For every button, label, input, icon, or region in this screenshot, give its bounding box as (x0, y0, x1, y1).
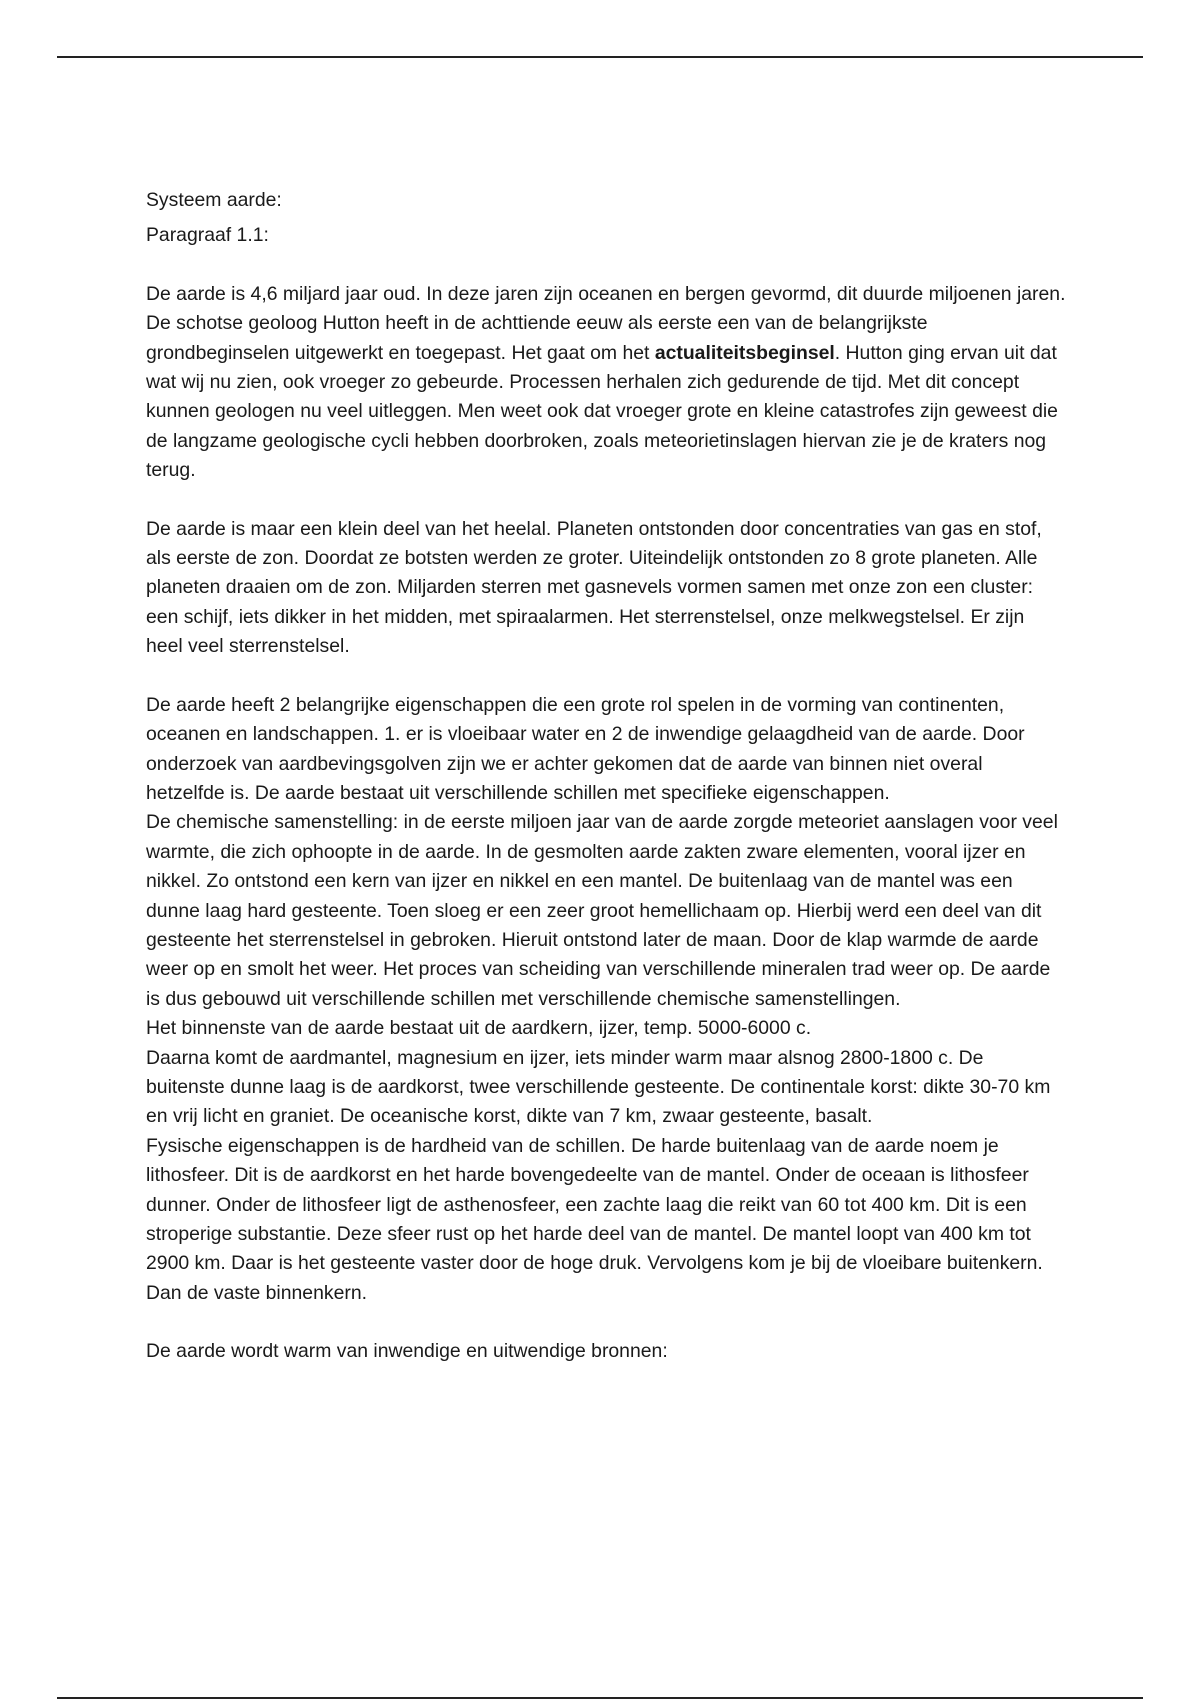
paragraph-6: Daarna komt de aardmantel, magnesium en ijzer, iets minder warm maar alsnog 2800-1800 c. De buitenste dunne laag is de aardkorst, twee verschillende gesteente. De continentale korst: dikte 30-70 km en vrij licht en graniet. De oceanische korst, dikte van 7 km, zwaar gesteente, basalt. (146, 1046, 1051, 1128)
paragraph-2: De aarde is maar een klein deel van het heelal. Planeten ontstonden door concentraties van gas en stof, als eerste de zon. Doordat ze botsten werden ze groter. Uiteindelijk ontstonden zo 8 grote planeten. Alle planeten draaien om de zon. Miljarden sterren met gasnevels vormen samen met onze zon een cluster: een schijf, iets dikker in het midden, met spiraalarmen. Het sterrenstelsel, onze melkwegstelsel. Er zijn heel veel sterrenstelsel. (146, 517, 1042, 658)
paragraph-4: De chemische samenstelling: in de eerste miljoen jaar van de aarde zorgde meteoriet aanslagen voor veel warmte, die zich ophoopte in de aarde. In de gesmolten aarde zakten zware elementen, vooral ijzer en nikkel. Zo ontstond een kern van ijzer en nikkel en een mantel. De buitenlaag van de mantel was een dunne laag hard gesteente. Toen sloeg er een zeer groot hemellichaam op. Hierbij werd een deel van dit gesteente het sterrenstelsel in gebroken. Hieruit ontstond later de maan. Door de klap warmde de aarde weer op en smolt het weer. Het proces van scheiding van verschillende mineralen trad weer op. De aarde is dus gebouwd uit verschillende schillen met verschillende chemische samenstellingen. (146, 811, 1058, 1010)
paragraph-1-text-b: . Hutton ging ervan uit dat wat wij nu zien, ook vroeger zo gebeurde. Processen herhalen zich gedurende de tijd. Met dit concept kunnen geologen nu veel uitleggen. Men weet ook dat vroeger grote en kleine catastrofes zijn geweest die de langzame geologische cycli hebben doorbroken, zoals meteorietinslagen hiervan zie je de kraters nog terug. (146, 341, 1058, 482)
paragraph-8: De aarde wordt warm van inwendige en uitwendige bronnen: (146, 1340, 668, 1363)
term-actualiteitsbeginsel: actualiteitsbeginsel (654, 341, 835, 364)
section-heading: Paragraaf 1.1: (146, 224, 269, 247)
paragraph-7: Fysische eigenschappen is de hardheid van de schillen. De harde buitenlaag van de aarde noem je lithosfeer. Dit is de aardkorst en het harde bovengedeelte van de mantel. Onder de oceaan is lithosfeer dunner. Onder de lithosfeer ligt de asthenosfeer, een zachte laag die reikt van 60 tot 400 km. Dit is een stroperige substantie. Deze sfeer rust op het harde deel van de mantel. De mantel loopt van 400 km tot 2900 km. Daar is het gesteente vaster door de hoge druk. Vervolgens kom je bij de vloeibare buitenkern. Dan de vaste binnenkern. (146, 1134, 1043, 1304)
document-title: Systeem aarde: (146, 189, 282, 211)
document-body (146, 186, 1066, 1367)
footer-rule (57, 1697, 1143, 1699)
paragraph-5: Het binnenste van de aarde bestaat uit de aardkern, ijzer, temp. 5000-6000 c. (146, 1017, 812, 1040)
header-rule (57, 56, 1143, 58)
paragraph-3: De aarde heeft 2 belangrijke eigenschappen die een grote rol spelen in de vorming van continenten, oceanen en landschappen. 1. er is vloeibaar water en 2 de inwendige gelaagdheid van de aarde. Door onderzoek van aardbevingsgolven zijn we er achter gekomen dat de aarde van binnen niet overal hetzelfde is. De aarde bestaat uit verschillende schillen met specifieke eigenschappen. (146, 693, 1025, 804)
paragraph-1 (146, 280, 1066, 486)
paragraph-1-text-a: De aarde is 4,6 miljard jaar oud. In deze jaren zijn oceanen en bergen gevormd, dit duurde miljoenen jaren. De schotse geoloog Hutton heeft in de achttiende eeuw als eerste een van de belangrijkste grondbeginselen uitgewerkt en toegepast. Het gaat om het (146, 282, 1066, 364)
